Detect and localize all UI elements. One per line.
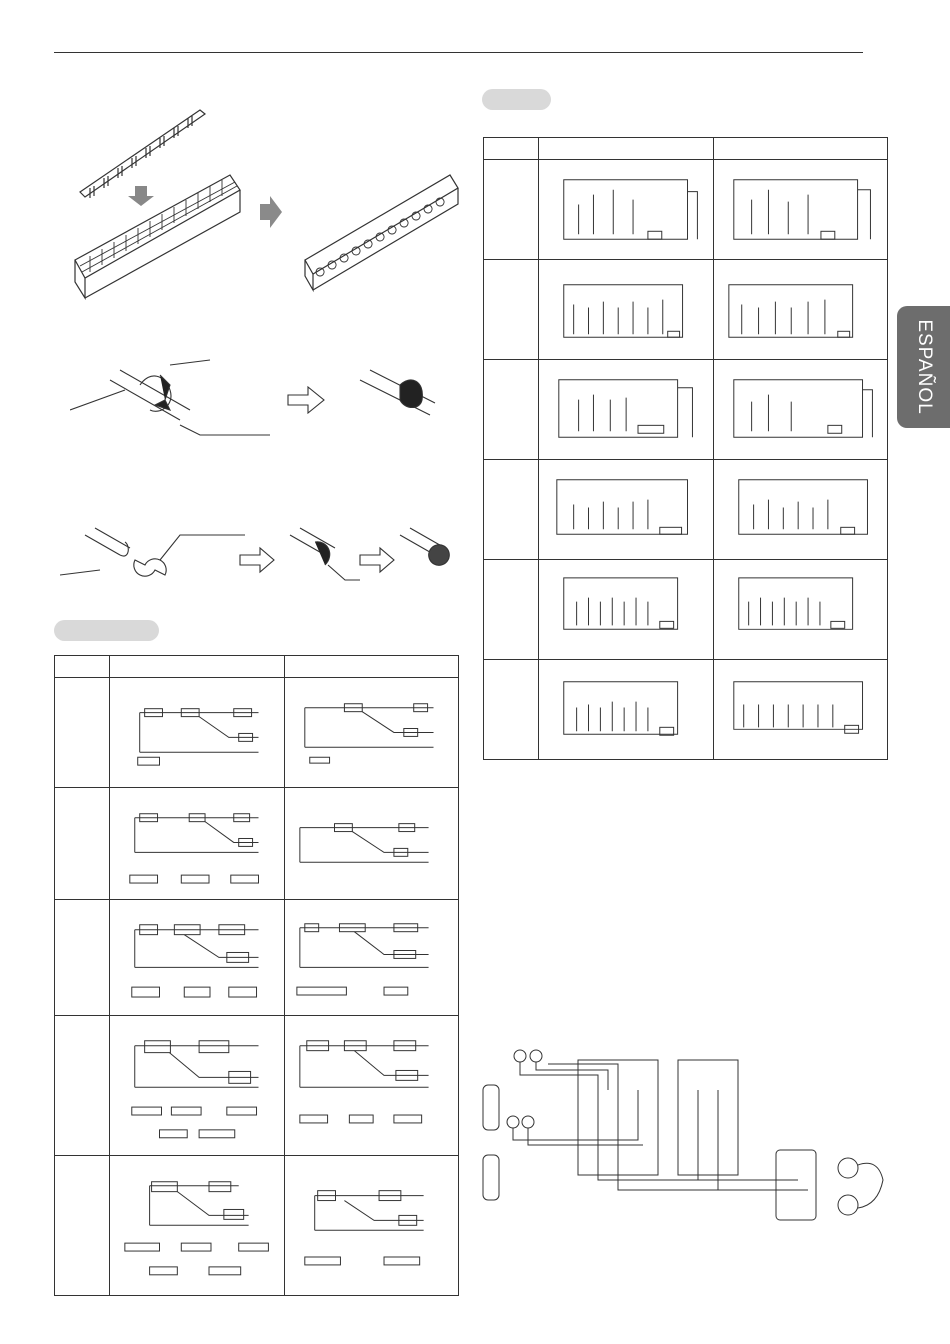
table-header-cell <box>55 656 110 678</box>
section-pill-right <box>482 89 551 110</box>
header-outline-diagram <box>714 260 887 359</box>
language-side-tab-label: ESPAÑOL <box>913 319 935 415</box>
header-outline-diagram <box>714 460 887 559</box>
pipe-layout-diagram <box>285 678 458 787</box>
header-outline-diagram <box>539 260 712 359</box>
header-outline-diagram <box>539 160 712 259</box>
header-outline-diagram <box>539 560 712 659</box>
left-header-table <box>54 655 459 1296</box>
table-header-cell <box>539 138 713 160</box>
header-pipe-assembly-illustration <box>70 100 460 300</box>
right-header-table <box>483 137 888 760</box>
header-outline-diagram <box>539 660 712 759</box>
pipe-layout-diagram <box>110 1156 283 1295</box>
header-outline-diagram <box>714 360 887 459</box>
section-pill-left <box>54 620 159 641</box>
vacuum-pump-gauge-manifold-diagram <box>478 1040 890 1225</box>
pipe-layout-diagram <box>110 788 283 899</box>
header-outline-diagram <box>714 560 887 659</box>
header-outline-diagram <box>714 160 887 259</box>
pipe-layout-diagram <box>285 788 458 899</box>
pipe-layout-diagram <box>285 1016 458 1155</box>
pipe-layout-diagram <box>285 1156 458 1295</box>
table-header-cell <box>713 138 887 160</box>
pipe-layout-diagram <box>285 900 458 1015</box>
insulation-tape-wrap-illustration <box>70 355 450 450</box>
pipe-layout-diagram <box>110 1016 283 1155</box>
header-outline-diagram <box>539 360 712 459</box>
language-side-tab[interactable] <box>897 306 950 428</box>
table-header-cell <box>284 656 458 678</box>
pipe-layout-diagram <box>110 678 283 787</box>
table-header-cell <box>484 138 539 160</box>
header-outline-diagram <box>539 460 712 559</box>
table-header-cell <box>110 656 284 678</box>
end-cap-insulation-illustration <box>60 520 460 600</box>
header-outline-diagram <box>714 660 887 759</box>
pipe-layout-diagram <box>110 900 283 1015</box>
header-rule <box>54 52 863 53</box>
